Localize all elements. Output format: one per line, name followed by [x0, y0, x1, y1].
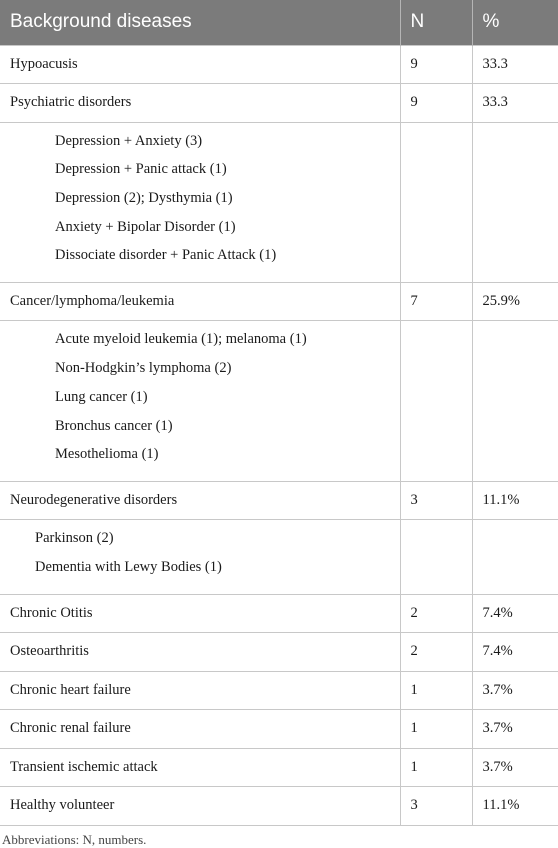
- row-percent: 11.1%: [472, 481, 558, 520]
- row-n: 9: [400, 45, 472, 84]
- table-row: [0, 633, 558, 672]
- row-percent: 25.9%: [472, 282, 558, 321]
- row-percent: 7.4%: [472, 633, 558, 672]
- row-n: 2: [400, 594, 472, 633]
- row-percent: 33.3: [472, 45, 558, 84]
- empty-cell: [400, 122, 472, 282]
- row-n: 7: [400, 282, 472, 321]
- subcategory-row: [0, 122, 558, 282]
- empty-cell: [472, 122, 558, 282]
- subcategory-item: Parkinson (2): [35, 530, 114, 547]
- row-n: 3: [400, 481, 472, 520]
- row-label: Neurodegenerative disorders: [0, 481, 400, 520]
- row-n: 9: [400, 84, 472, 123]
- row-label: Chronic Otitis: [0, 594, 400, 633]
- empty-cell: [472, 321, 558, 481]
- subcategory-list: [0, 321, 400, 481]
- table-row: [0, 282, 558, 321]
- table-row: [0, 671, 558, 710]
- subcategory-item: Depression + Anxiety (3): [55, 132, 203, 149]
- row-percent: 3.7%: [472, 671, 558, 710]
- row-percent: 3.7%: [472, 748, 558, 787]
- header-row: [0, 0, 558, 45]
- subcategory-item: Acute myeloid leukemia (1); melanoma (1): [55, 331, 307, 348]
- subcategory-item: Dissociate disorder + Panic Attack (1): [55, 247, 277, 264]
- row-n: 1: [400, 710, 472, 749]
- subcategory-item: Anxiety + Bipolar Disorder (1): [55, 218, 236, 235]
- row-n: 1: [400, 671, 472, 710]
- table-row: [0, 787, 558, 826]
- row-label: Chronic heart failure: [0, 671, 400, 710]
- table-row: [0, 748, 558, 787]
- subcategory-list: [0, 122, 400, 282]
- table-row: [0, 45, 558, 84]
- empty-cell: [400, 520, 472, 594]
- empty-cell: [400, 321, 472, 481]
- row-label: Osteoarthritis: [0, 633, 400, 672]
- row-n: 3: [400, 787, 472, 826]
- row-percent: 3.7%: [472, 710, 558, 749]
- row-label: Psychiatric disorders: [0, 84, 400, 123]
- subcategory-item: Non-Hodgkin’s lymphoma (2): [55, 360, 232, 377]
- row-percent: 33.3: [472, 84, 558, 123]
- table-row: [0, 594, 558, 633]
- row-n: 1: [400, 748, 472, 787]
- subcategory-item: Dementia with Lewy Bodies (1): [35, 559, 222, 576]
- subcategory-item: Bronchus cancer (1): [55, 417, 173, 434]
- row-label: Transient ischemic attack: [0, 748, 400, 787]
- header-percent: %: [472, 0, 558, 45]
- subcategory-item: Depression (2); Dysthymia (1): [55, 189, 233, 206]
- row-n: 2: [400, 633, 472, 672]
- subcategory-item: Depression + Panic attack (1): [55, 161, 227, 178]
- subcategory-row: [0, 321, 558, 481]
- table-row: [0, 84, 558, 123]
- row-label: Chronic renal failure: [0, 710, 400, 749]
- subcategory-row: [0, 520, 558, 594]
- row-percent: 11.1%: [472, 787, 558, 826]
- table-row: [0, 710, 558, 749]
- row-label: Hypoacusis: [0, 45, 400, 84]
- row-label: Healthy volunteer: [0, 787, 400, 826]
- header-n: N: [400, 0, 472, 45]
- header-background-diseases: Background diseases: [0, 0, 400, 45]
- footnote: Abbreviations: N, numbers.: [2, 831, 147, 847]
- row-percent: 7.4%: [472, 594, 558, 633]
- empty-cell: [472, 520, 558, 594]
- subcategory-item: Lung cancer (1): [55, 388, 148, 405]
- row-label: Cancer/lymphoma/leukemia: [0, 282, 400, 321]
- table-row: [0, 481, 558, 520]
- subcategory-item: Mesothelioma (1): [55, 446, 159, 463]
- subcategory-list: [0, 520, 400, 594]
